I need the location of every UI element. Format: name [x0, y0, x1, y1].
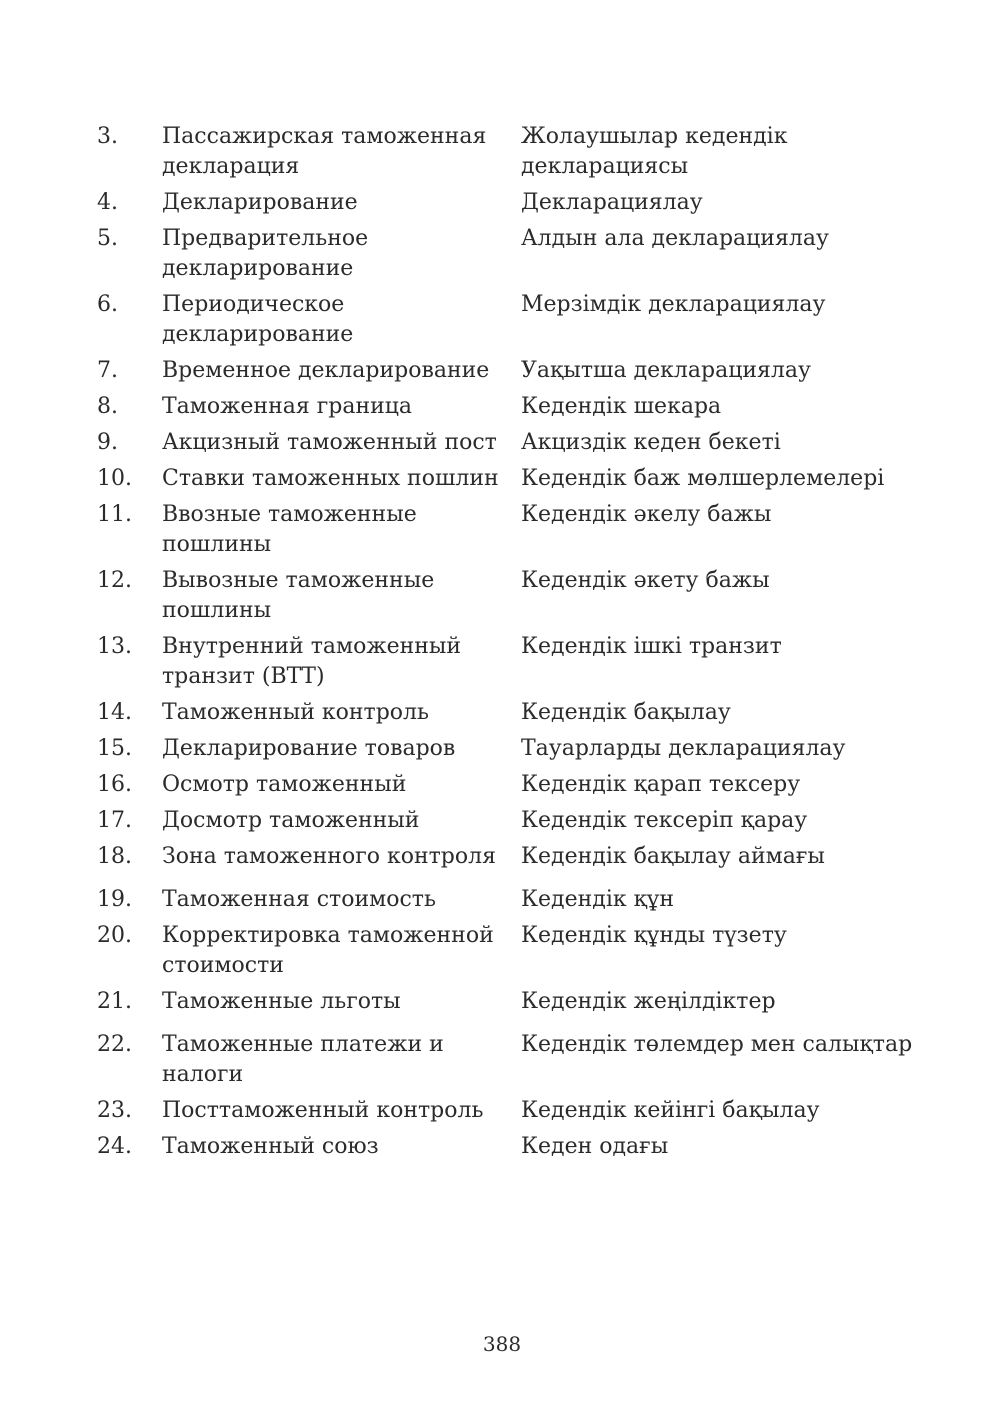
glossary-row — [97, 885, 917, 915]
row-number: 5. — [97, 226, 118, 251]
glossary-row — [97, 698, 917, 728]
glossary-row — [97, 632, 917, 692]
glossary-row — [97, 500, 917, 560]
kazakh-term: Уақытша декларациялау — [521, 358, 811, 383]
glossary-table — [97, 122, 917, 1168]
kazakh-term: Кеден одағы — [521, 1134, 669, 1159]
russian-term: Корректировка таможенной стоимости — [162, 923, 494, 978]
row-number: 9. — [97, 430, 118, 455]
kazakh-term: Алдын ала декларациялау — [521, 226, 829, 251]
glossary-row — [97, 188, 917, 218]
russian-term: Временное декларирование — [162, 358, 490, 383]
kazakh-term: Кедендік баж мөлшерлемелері — [521, 466, 885, 491]
russian-term: Предварительное декларирование — [162, 226, 369, 281]
glossary-row — [97, 987, 917, 1017]
kazakh-term: Кедендік қарап тексеру — [521, 772, 801, 797]
row-number: 8. — [97, 394, 118, 419]
row-number: 18. — [97, 844, 132, 869]
russian-term: Декларирование товаров — [162, 736, 456, 761]
kazakh-term: Декларациялау — [521, 190, 703, 215]
kazakh-term: Кедендік құнды түзету — [521, 923, 787, 948]
row-number: 6. — [97, 292, 118, 317]
kazakh-term: Акциздік кеден бекеті — [521, 430, 781, 455]
glossary-row — [97, 566, 917, 626]
row-number: 12. — [97, 568, 132, 593]
kazakh-term: Жолаушылар кедендік декларациясы — [521, 124, 788, 179]
row-number: 21. — [97, 989, 132, 1014]
glossary-row — [97, 806, 917, 836]
row-number: 16. — [97, 772, 132, 797]
russian-term: Пассажирская таможенная декларация — [162, 124, 487, 179]
glossary-row — [97, 392, 917, 422]
row-number: 7. — [97, 358, 118, 383]
russian-term: Осмотр таможенный — [162, 772, 407, 797]
glossary-row — [97, 921, 917, 981]
kazakh-term: Кедендік ішкі транзит — [521, 634, 782, 659]
russian-term: Таможенные платежи и налоги — [162, 1032, 444, 1087]
russian-term: Акцизный таможенный пост — [162, 430, 497, 455]
russian-term: Ставки таможенных пошлин — [162, 466, 499, 491]
row-number: 20. — [97, 923, 132, 948]
kazakh-term: Кедендік бақылау — [521, 700, 731, 725]
row-number: 4. — [97, 190, 118, 215]
glossary-row — [97, 356, 917, 386]
row-number: 17. — [97, 808, 132, 833]
glossary-row — [97, 290, 917, 350]
kazakh-term: Кедендік тексеріп қарау — [521, 808, 808, 833]
row-number: 24. — [97, 1134, 132, 1159]
kazakh-term: Кедендік жеңілдіктер — [521, 989, 776, 1014]
kazakh-term: Кедендік әкелу бажы — [521, 502, 772, 527]
russian-term: Зона таможенного контроля — [162, 844, 496, 869]
glossary-row — [97, 734, 917, 764]
kazakh-term: Кедендік әкету бажы — [521, 568, 770, 593]
russian-term: Таможенный союз — [162, 1134, 379, 1159]
row-number: 23. — [97, 1098, 132, 1123]
kazakh-term: Тауарларды декларациялау — [521, 736, 846, 761]
kazakh-term: Кедендік шекара — [521, 394, 722, 419]
glossary-row — [97, 224, 917, 284]
kazakh-term: Кедендік төлемдер мен салықтар — [521, 1032, 913, 1057]
glossary-row — [97, 1132, 917, 1162]
russian-term: Таможенная граница — [162, 394, 413, 419]
page-number: 388 — [482, 1332, 522, 1356]
glossary-row — [97, 842, 917, 872]
russian-term: Таможенные льготы — [162, 989, 401, 1014]
russian-term: Декларирование — [162, 190, 358, 215]
glossary-row — [97, 428, 917, 458]
row-number: 15. — [97, 736, 132, 761]
russian-term: Таможенный контроль — [162, 700, 430, 725]
russian-term: Таможенная стоимость — [162, 887, 436, 912]
glossary-row — [97, 770, 917, 800]
row-number: 10. — [97, 466, 132, 491]
glossary-row — [97, 1030, 917, 1090]
kazakh-term: Кедендік құн — [521, 887, 675, 912]
glossary-row — [97, 1096, 917, 1126]
russian-term: Вывозные таможенные пошлины — [162, 568, 435, 623]
russian-term: Периодическое декларирование — [162, 292, 354, 347]
russian-term: Ввозные таможенные пошлины — [162, 502, 417, 557]
row-number: 22. — [97, 1032, 132, 1057]
glossary-row — [97, 122, 917, 182]
row-number: 19. — [97, 887, 132, 912]
row-number: 14. — [97, 700, 132, 725]
russian-term: Досмотр таможенный — [162, 808, 420, 833]
kazakh-term: Кедендік кейінгі бақылау — [521, 1098, 820, 1123]
row-number: 11. — [97, 502, 132, 527]
row-number: 3. — [97, 124, 118, 149]
russian-term: Внутренний таможенный транзит (ВТТ) — [162, 634, 462, 689]
glossary-row — [97, 464, 917, 494]
russian-term: Посттаможенный контроль — [162, 1098, 484, 1123]
row-number: 13. — [97, 634, 132, 659]
kazakh-term: Кедендік бақылау аймағы — [521, 844, 825, 869]
kazakh-term: Мерзімдік декларациялау — [521, 292, 826, 317]
